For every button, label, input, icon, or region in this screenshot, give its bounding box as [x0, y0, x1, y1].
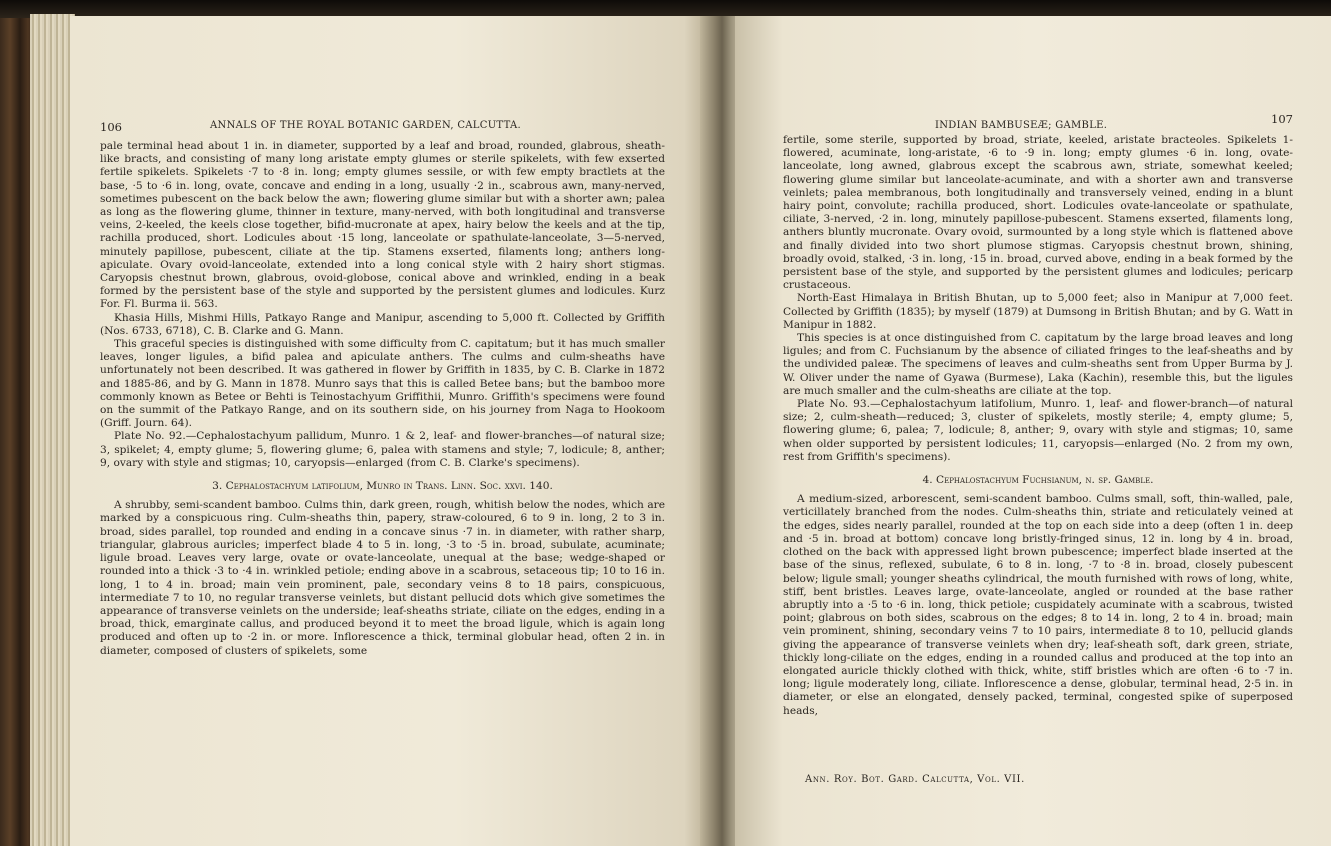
paragraph: A shrubby, semi-scandent bamboo. Culms thin, dark green, rough, whitish below the nodes, which are marked by a conspicuous ring. Culm-sheaths thin, papery, straw-coloured, 6 to 9 in. long, 2 to 3 in. broad, sides parallel, top rounded and ending in a concave sinus ·7 in. in diameter, with rather sharp, triangular, glabrous auricles; imperfect blade 4 to 5 in. long, ·3 to ·5 in. broad, subulate, acuminate; ligule broad. Leaves very large, ovate or ovate-lanceolate, unequal at the base; wedge-shaped or rounded into a thick ·3 to ·4 in. wrinkled petiole; ending above in a scabrous, setaceous tip; 10 to 16 in. long, 1 to 4 in. broad; main vein prominent, pale, secondary veins 8 to 18 pairs, conspicuous, intermediate 7 to 10, no regular transverse veinlets, but distant pellucid dots which give sometimes the appearance of transverse veinlets on the underside; leaf-sheaths striate, ciliate on the edges, ending in a broad, thick, emarginate callus, and produced beyond it to meet the broad ligule, which is again long produced and often up to ·2 in. or more. Inflorescence a thick, terminal globular head, often 2 in. in diameter, composed of clusters of spikelets, some — [100, 499, 665, 657]
left-body — [100, 140, 665, 658]
paragraph: This species is at once distinguished from C. capitatum by the large broad leaves and long ligules; and from C. Fuchsianum by the absence of ciliated fringes to the leaf-sheaths and by the undivided paleæ. The specimens of leaves and culm-sheaths sent from Upper Burma by J. W. Oliver under the name of Gyawa (Burmese), Laka (Kachin), resemble this, but the ligules are much smaller and the culm-sheaths are ciliate at the top. — [783, 332, 1293, 397]
right-page — [735, 16, 1331, 846]
plate-caption: Plate No. 92.—Cephalostachyum pallidum, Munro. 1 & 2, leaf- and flower-branches—of natural size; 3, spikelet; 4, empty glume; 5, flowering glume; 6, palea with stamens and style; 7, lodicule; 8, anther; 9, ovary with style and stigmas; 10, caryopsis—enlarged (from C. B. Clarke's specimens). — [100, 430, 665, 469]
left-running-head: ANNALS OF THE ROYAL BOTANIC GARDEN, CALCUTTA. — [210, 120, 521, 131]
right-body — [783, 134, 1293, 718]
left-page-number: 106 — [100, 120, 122, 134]
left-page — [70, 16, 710, 846]
page-edges — [30, 14, 75, 846]
paragraph: A medium-sized, arborescent, semi-scandent bamboo. Culms small, soft, thin-walled, pale, verticillately branched from the nodes. Culm-sheaths thin, striate and reticulately veined at the edges, sides nearly parallel, rounded at the top on each side into a deep (often 1 in. deep and ·5 in. broad at bottom) concave long bristly-fringed sinus, 12 in. long by 4 in. broad, clothed on the back with appressed light brown pubescence; imperfect blade inserted at the base of the sinus, reflexed, subulate, 6 to 8 in. long, ·7 to ·8 in. broad, closely pubescent below; ligule small; younger sheaths cylindrical, the mouth furnished with rows of long, white, stiff, bent bristles. Leaves large, ovate-lanceolate, angled or rounded at the base rather abruptly into a ·5 to ·6 in. long, thick petiole; cuspidately acuminate with a scabrous, twisted point; glabrous on both sides, scabrous on the edges; 8 to 14 in. long, 2 to 4 in. broad; main vein prominent, shining, secondary veins 7 to 10 pairs, intermediate 8 to 10, pellucid glands giving the appearance of transverse veinlets when dry; leaf-sheath soft, dark green, striate, thickly long-ciliate on the edges, ending in a rounded callus and produced at the top into an elongated auricle thickly clothed with thick, white, stiff bristles which are often ·6 to ·7 in. long; ligule moderately long, ciliate. Inflorescence a dense, globular, terminal head, 2·5 in. in diameter, or else an elongated, densely packed, terminal, congested spike of superposed heads, — [783, 493, 1293, 717]
section-heading: 4. Cephalostachyum Fuchsianum, n. sp. Gamble. — [922, 474, 1154, 487]
paragraph: fertile, some sterile, supported by broad, striate, keeled, aristate bracteoles. Spikelets 1-flowered, acuminate, long-aristate, ·6 to ·9 in. long; empty glumes ·6 in. long, ovate-lanceolate, long awned, glabrous except the scabrous awn, striate, somewhat keeled; flowering glume similar but lanceolate-acuminate, and with a shorter awn and transverse veinlets; palea membranous, both longitudinally and transversely veined, ending in a blunt hairy point, convolute; rachilla produced, short. Lodicules ovate-lanceolate or spathulate, ciliate, 3-nerved, ·2 in. long, minutely papillose-pubescent. Stamens exserted, filaments long, anthers bluntly mucronate. Ovary ovoid, surmounted by a long style which is flattened above and finally divided into two short plumose stigmas. Caryopsis chestnut brown, shining, broadly ovoid, stalked, ·3 in. long, ·15 in. broad, curved above, ending in a beak formed by the persistent base of the style, and supported by the persistent glumes and lodicules; pericarp crustaceous. — [783, 134, 1293, 292]
paragraph: pale terminal head about 1 in. in diameter, supported by a leaf and broad, rounded, glabrous, sheath-like bracts, and consisting of many long aristate empty glumes or sterile spikelets, with few exserted fertile spikelets. Spikelets ·7 to ·8 in. long; empty glumes sessile, or with few empty bractlets at the base, ·5 to ·6 in. long, ovate, concave and ending in a long, usually ·2 in., scabrous awn, many-nerved, sometimes pubescent on the back below the awn; flowering glume similar but with a shorter awn; palea as long as the flowering glume, thinner in texture, many-nerved, with both longitudinal and transverse veins, 2-keeled, the keels close together, bifid-mucronate at apex, hairy below the keels and at the tip, rachilla produced, short. Lodicules about ·15 long, lanceolate or spathulate-lanceolate, 3—5-nerved, minutely papillose, pubescent, ciliate at the tip. Stamens exserted, filaments long; anthers long-apiculate. Ovary ovoid-lanceolate, extended into a long conical style with 2 hairy short stigmas. Caryopsis chestnut brown, glabrous, ovoid-globose, conical above and wrinkled, ending in a beak formed by the persistent base of the style and supported by the persistent glumes and lodicules. Kurz For. Fl. Burma ii. 563. — [100, 140, 665, 311]
plate-caption: Plate No. 93.—Cephalostachyum latifolium, Munro. 1, leaf- and flower-branch—of natural size; 2, culm-sheath—reduced; 3, cluster of spikelets, mostly sterile; 4, empty glume; 5, flowering glume; 6, palea; 7, lodicule; 8, anther; 9, ovary with style and stigmas; 10, same when older supported by persistent lodicules; 11, caryopsis—enlarged (No. 2 from my own, rest from Griffith's specimens). — [783, 398, 1293, 463]
paragraph: North-East Himalaya in British Bhutan, up to 5,000 feet; also in Manipur at 7,000 feet. Collected by Griffith (1835); by myself (1879) at Dumsong in British Bhutan; and by G. Watt in Manipur in 1882. — [783, 292, 1293, 331]
section-heading: 3. Cephalostachyum latifolium, Munro in Trans. Linn. Soc. xxvi. 140. — [212, 480, 553, 493]
page-footer: Ann. Roy. Bot. Gard. Calcutta, Vol. VII. — [805, 774, 1025, 785]
right-running-head: INDIAN BAMBUSEÆ; GAMBLE. — [935, 120, 1108, 131]
paragraph: Khasia Hills, Mishmi Hills, Patkayo Range and Manipur, ascending to 5,000 ft. Collected by Griffith (Nos. 6733, 6718), C. B. Clarke and G. Mann. — [100, 311, 665, 337]
paragraph: This graceful species is distinguished with some difficulty from C. capitatum; but it has much smaller leaves, longer ligules, a bifid palea and apiculate anthers. The culms and culm-sheaths have unfortunately not been described. It was gathered in flower by Griffith in 1835, by C. B. Clarke in 1872 and 1885-86, and by G. Mann in 1878. Munro says that this is called Betee bans; but the bamboo more commonly known as Betee or Behti is Teinostachyum Griffithii, Munro. Griffith's specimens were found on the summit of the Patkayo Range, and on its southern side, on his journey from Naga to Hookoom (Griff. Journ. 64). — [100, 338, 665, 430]
right-page-number: 107 — [1271, 112, 1293, 126]
